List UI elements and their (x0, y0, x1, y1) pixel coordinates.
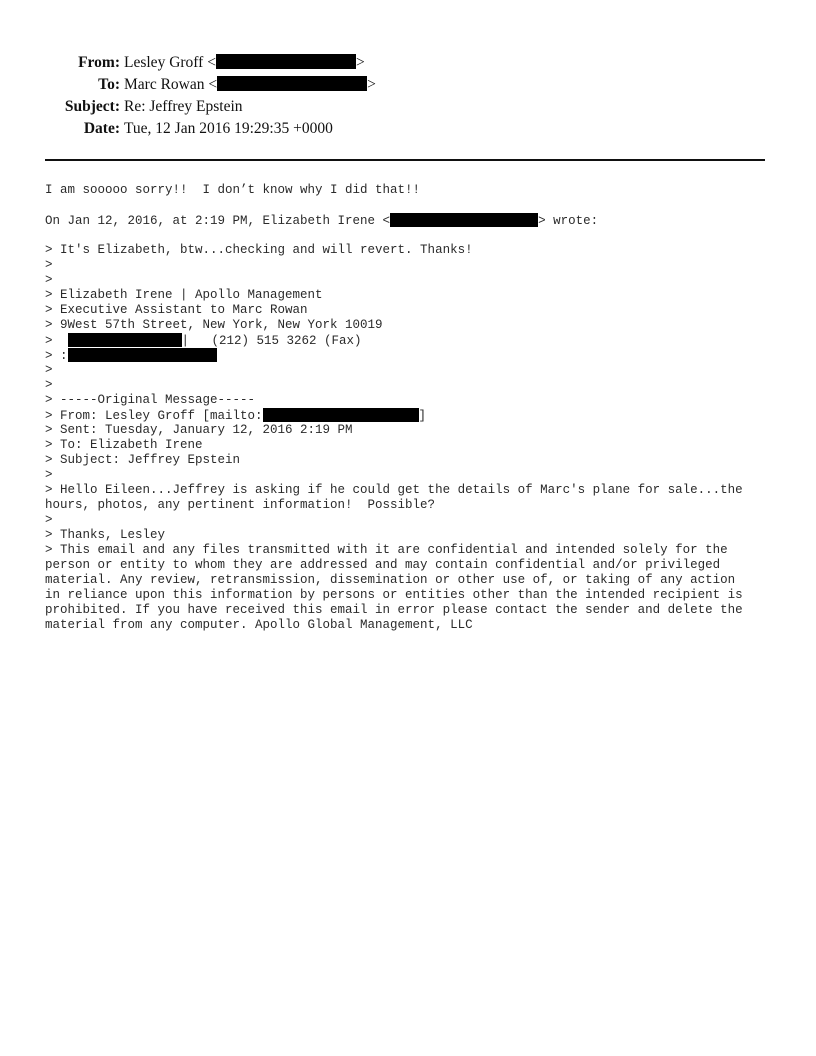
attribution-prefix: On Jan 12, 2016, at 2:19 PM, Elizabeth Irene < (45, 214, 391, 228)
signature-address-line: > 9West 57th Street, New York, New York 10019 (45, 318, 383, 332)
subject-row (0, 96, 816, 118)
reply-line: I am sooooo sorry!! I don’t know why I did that!! (45, 183, 421, 197)
fax-number: | (212) 515 3262 (Fax) (181, 334, 362, 348)
from-row (0, 52, 816, 74)
quoted-line: > (45, 273, 53, 287)
original-from-line (45, 408, 773, 423)
original-sent-line: > Sent: Tuesday, January 12, 2016 2:19 PM (45, 423, 353, 437)
original-message-marker: > -----Original Message----- (45, 393, 256, 407)
quoted-line: > (45, 258, 53, 272)
original-body-line: > Hello Eileen...Jeffrey is asking if he could get the details of Marc's plane for sale...the (45, 483, 743, 497)
quoted-line: > (45, 378, 53, 392)
disclaimer-line: material. Any review, retransmission, dissemination or other use of, or taking of any action (45, 573, 736, 587)
redacted-mailto-email (263, 408, 419, 422)
original-from-prefix: > From: Lesley Groff [mailto: (45, 409, 263, 423)
original-signoff-line: > Thanks, Lesley (45, 528, 166, 542)
to-close: > (367, 76, 376, 93)
subject-value: Re: Jeffrey Epstein (124, 98, 243, 115)
header-divider (45, 159, 765, 161)
signature-name-line: > Elizabeth Irene | Apollo Management (45, 288, 323, 302)
disclaimer-line: person or entity to whom they are addressed and may contain confidential and/or privileged (45, 558, 721, 572)
phone-prefix: > (45, 334, 68, 348)
quoted-line: > (45, 468, 53, 482)
quoted-line: > It's Elizabeth, btw...checking and will revert. Thanks! (45, 243, 473, 257)
attribution-suffix: > wrote: (538, 214, 599, 228)
original-subject-line: > Subject: Jeffrey Epstein (45, 453, 241, 467)
signature-title-line: > Executive Assistant to Marc Rowan (45, 303, 308, 317)
original-to-line: > To: Elizabeth Irene (45, 438, 203, 452)
date-label: Date: (83, 120, 120, 137)
redacted-attribution-email (390, 213, 538, 227)
from-close: > (355, 54, 365, 71)
blank-line (45, 228, 773, 243)
redacted-signature-email (68, 348, 217, 362)
to-row (0, 74, 816, 96)
email-prefix: > : (45, 349, 68, 363)
quoted-line: > (45, 513, 53, 527)
quoted-line: > (45, 363, 53, 377)
disclaimer-line: in reliance upon this information by persons or entities other than the intended recipient is (45, 588, 743, 602)
email-body (45, 183, 773, 633)
blank-line (45, 198, 773, 213)
attribution-line (45, 213, 773, 228)
signature-phone-line (45, 333, 773, 348)
disclaimer-line: material from any computer. Apollo Global Management, LLC (45, 618, 473, 632)
signature-email-line (45, 348, 773, 363)
redacted-from-email (216, 54, 356, 69)
from-value (124, 52, 365, 74)
to-name: Marc Rowan < (124, 76, 218, 93)
disclaimer-line: prohibited. If you have received this email in error please contact the sender and delete the (45, 603, 743, 617)
original-from-suffix: ] (418, 409, 427, 423)
redacted-to-email (217, 76, 367, 91)
date-value: Tue, 12 Jan 2016 19:29:35 +0000 (124, 120, 333, 137)
redacted-phone (68, 333, 182, 347)
subject-label: Subject: (64, 98, 120, 115)
to-value (124, 74, 376, 96)
to-label: To: (98, 76, 120, 93)
from-name: Lesley Groff < (124, 54, 216, 71)
email-header (0, 52, 816, 140)
disclaimer-line: > This email and any files transmitted with it are confidential and intended solely for the (45, 543, 728, 557)
from-label: From: (78, 54, 120, 71)
date-row (0, 118, 816, 140)
original-body-line: hours, photos, any pertinent information! Possible? (45, 498, 436, 512)
